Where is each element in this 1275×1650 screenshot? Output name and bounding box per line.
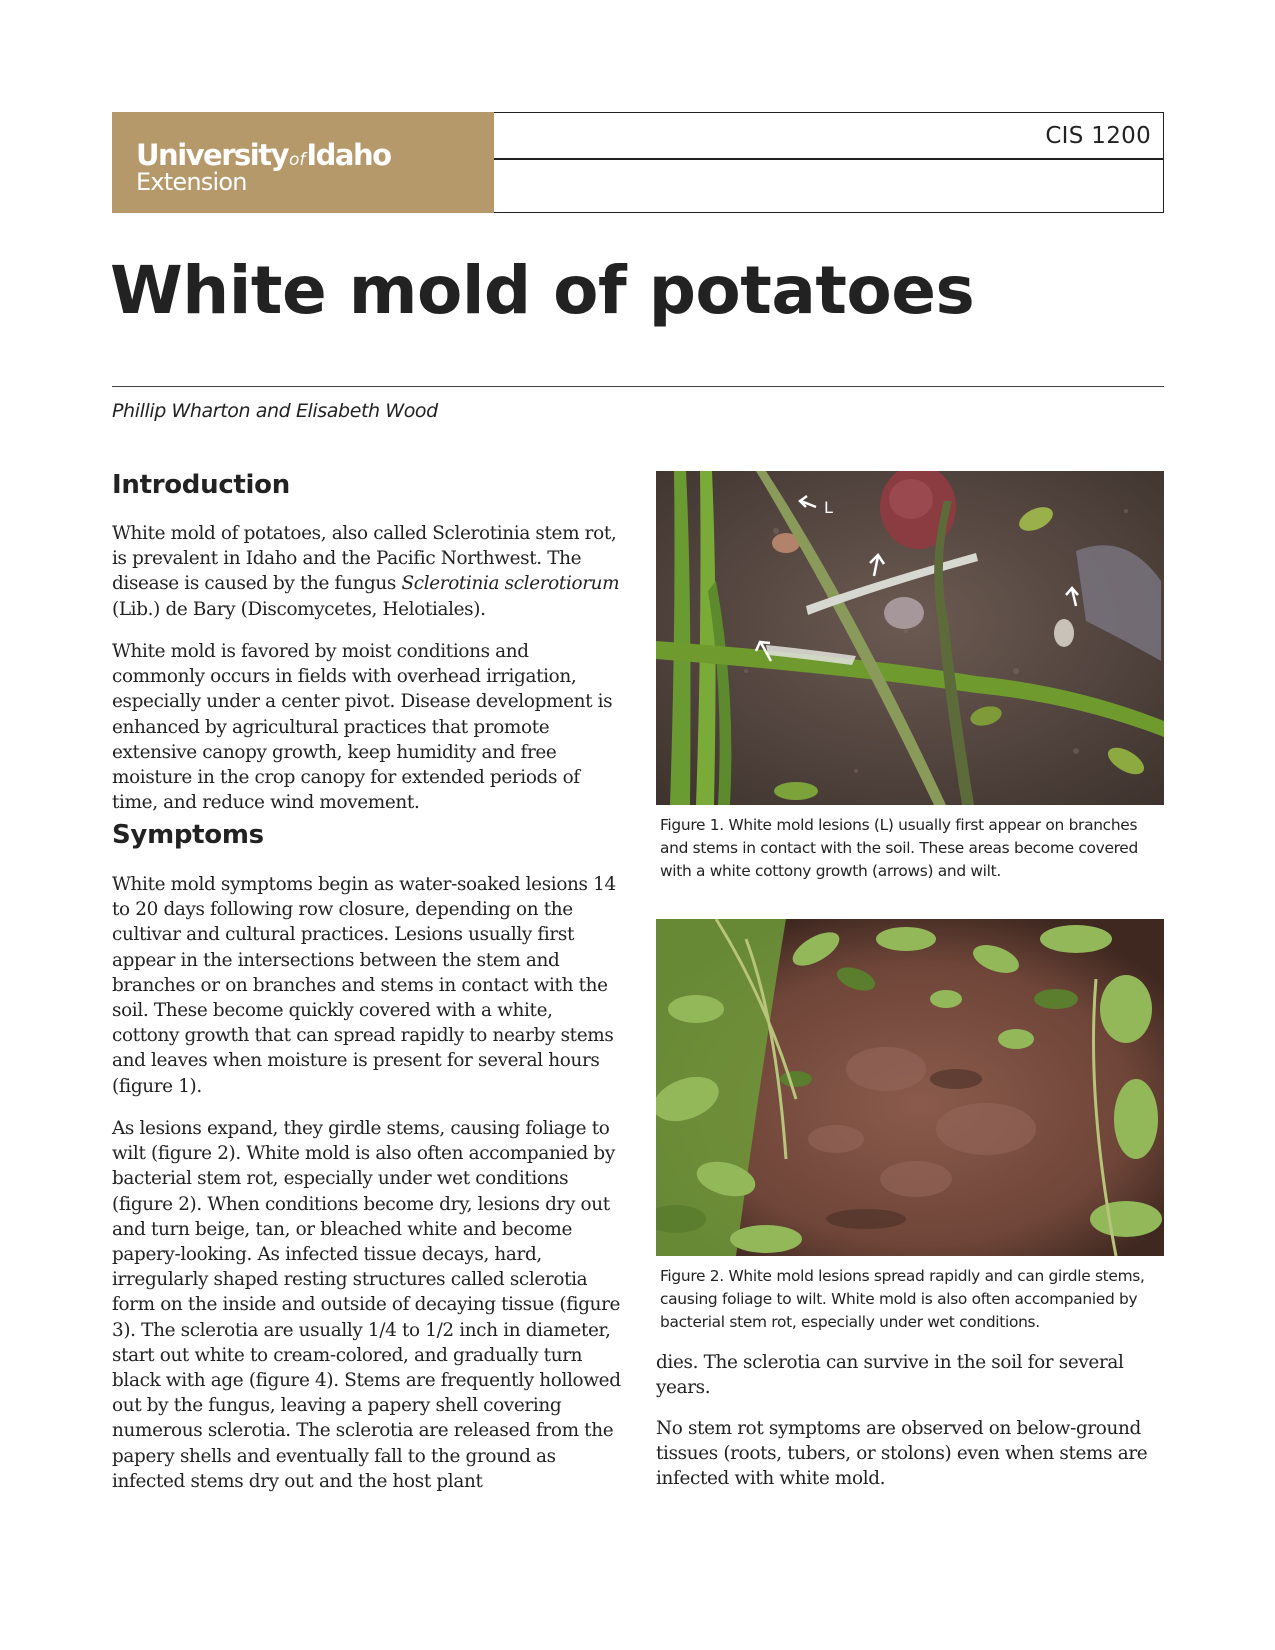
figure-1-caption: Figure 1. White mold lesions (L) usually first appear on branches and stems in contact with the soil. These areas become covered with a white cottony growth (arrows) and wilt.	[660, 816, 1138, 880]
section-heading-symptoms: Symptoms	[112, 820, 264, 850]
document-number: CIS 1200	[1045, 123, 1151, 149]
logo-unit: Extension	[136, 168, 247, 196]
figure-1-annotation: L	[824, 498, 833, 517]
section-heading-introduction: Introduction	[112, 470, 290, 500]
document-number-box	[494, 112, 1164, 213]
authors: Phillip Wharton and Elisabeth Wood	[112, 400, 438, 422]
paragraph: As lesions expand, they girdle stems, causing foliage to wilt (figure 2). White mold is also often accompanied by bacterial stem rot, especially under wet conditions (figure 2). When conditions become dry, lesions dry out and turn beige, tan, or bleached white and become papery-looking. As infected tissue decays, hard, irregularly shaped resting structures called sclerotia form on the inside and outside of decaying tissue (figure 3). The sclerotia are usually 1/4 to 1/2 inch in diameter, start out white to cream-colored, and gradually turn black with age (figure 4). Stems are frequently hollowed out by the fungus, leaving a papery shell covering numerous sclerotia. The sclerotia are released from the papery shells and eventually fall to the ground as infected stems dry out and the host plant	[112, 1118, 621, 1492]
paragraph: White mold symptoms begin as water-soaked lesions 14 to 20 days following row closure, depending on the cultivar and cultural practices. Lesions usually first appear in the intersections between the stem and branches or on branches and stems in contact with the soil. These become quickly covered with a white, cottony growth that can spread rapidly to nearby stems and leaves when moisture is present for several hours (figure 1).	[112, 874, 616, 1097]
paragraph: White mold of potatoes, also called Sclerotinia stem rot, is prevalent in Idaho and the Pacific Northwest. The disease is caused by the fungus Sclerotinia sclerotiorum (Lib.) de Bary (Discomycetes, Helotiales).	[112, 523, 620, 620]
divider	[494, 158, 1163, 160]
paragraph: dies. The sclerotia can survive in the soil for several years.	[656, 1352, 1124, 1399]
figure-1-photo	[656, 471, 1164, 805]
logo-wordmark: UniversityofIdaho	[136, 138, 391, 172]
figure-2-photo	[656, 919, 1164, 1256]
paragraph: No stem rot symptoms are observed on below-ground tissues (roots, tubers, or stolons) even when stems are infected with white mold.	[656, 1418, 1148, 1490]
page-title: White mold of potatoes	[110, 252, 975, 329]
divider	[112, 386, 1164, 387]
paragraph: White mold is favored by moist conditions and commonly occurs in fields with overhead irrigation, especially under a center pivot. Disease development is enhanced by agricultural practices that promote extensive canopy growth, keep humidity and free moisture in the crop canopy for extended periods of time, and reduce wind movement.	[112, 641, 613, 814]
university-logo	[112, 112, 494, 213]
figure-2-caption: Figure 2. White mold lesions spread rapidly and can girdle stems, causing foliage to wilt. White mold is also often accompanied by bacterial stem rot, especially under wet conditions.	[660, 1267, 1145, 1331]
